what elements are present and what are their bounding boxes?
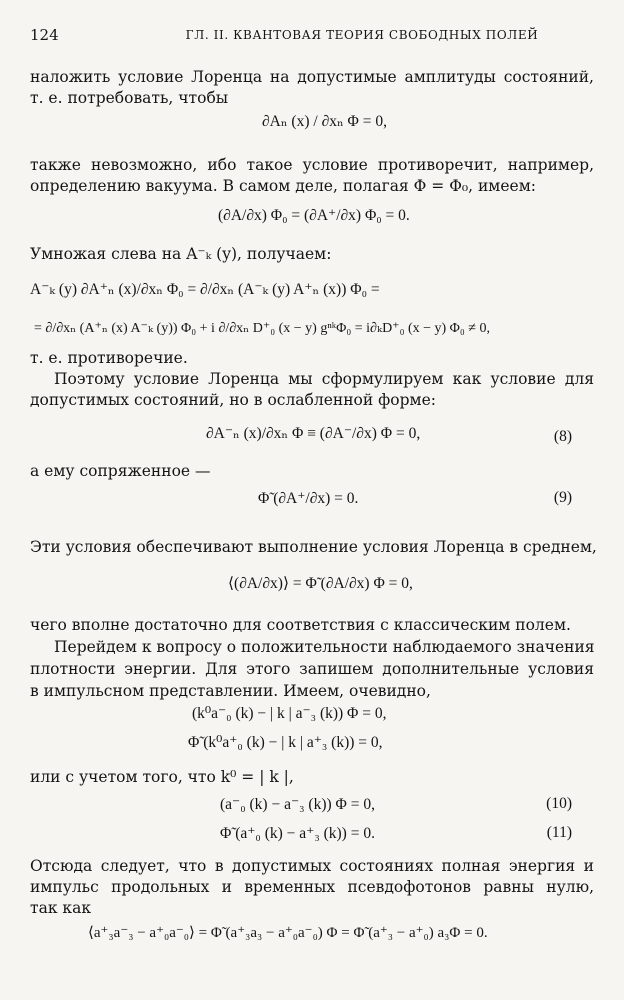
equation-vacuum: (∂A/∂x) Φ₀ = (∂A⁺/∂x) Φ₀ = 0. [218,207,410,224]
text-line: Отсюда следует, что в допустимых состояниях полная энергия и [30,857,594,875]
text-line: Перейдем к вопросу о положительности наблюдаемого значения [54,638,595,656]
text-line: в импульсном представлении. Имеем, очевидно, [30,682,431,700]
equation-9: Φ̃ (∂A⁺/∂x) = 0. [258,490,359,507]
equation-number-8: (8) [553,428,572,445]
text-line: Эти условия обеспечивают выполнение условия Лоренца в среднем, [30,538,597,556]
page-number: 124 [30,26,59,44]
text-line: или с учетом того, что k⁰ = | k |, [30,768,294,786]
text-line: допустимых состояний, но в ослабленной форме: [30,391,436,409]
equation-energy-zero: ⟨a⁺₃a⁻₃ − a⁺₀a⁻₀⟩ = Φ̃ (a⁺₃a₃ − a⁺₀a⁻₀) Φ = Φ̃ (a⁺₃ − a⁺₀) a₃Φ = 0. [88,925,488,941]
text-line: Умножая слева на A⁻ₖ (y), получаем: [30,245,332,263]
equation-8: ∂A⁻ₙ (x)/∂xₙ Φ ≡ (∂A⁻/∂x) Φ = 0, [206,425,421,442]
equation-10: (a⁻₀ (k) − a⁻₃ (k)) Φ = 0, [220,796,375,813]
text-line: т. е. противоречие. [30,349,188,367]
text-line: чего вполне достаточно для соответствия с классическим полем. [30,616,571,634]
equation-average: ⟨(∂A/∂x)⟩ = Φ̃ (∂A/∂x) Φ = 0, [228,575,413,592]
equation-momentum-2: Φ̃ (k⁰a⁺₀ (k) − | k | a⁺₃ (k)) = 0, [188,734,383,751]
text-line: также невозможно, ибо такое условие противоречит, например, [30,156,594,174]
equation-momentum-1: (k⁰a⁻₀ (k) − | k | a⁻₃ (k)) Φ = 0, [192,705,387,722]
equation-number-10: (10) [546,795,572,812]
text-line: а ему сопряженное — [30,462,211,480]
equation-lorentz: ∂Aₙ (x) / ∂xₙ Φ = 0, [262,113,387,130]
equation-11: Φ̃ (a⁺₀ (k) − a⁺₃ (k)) = 0. [220,825,375,842]
equation-number-11: (11) [546,824,572,841]
equation-product-2: = ∂/∂xₙ (A⁺ₙ (x) A⁻ₖ (y)) Φ₀ + i ∂/∂xₙ D⁺₀ (x − y) gⁿᵏΦ₀ = i∂ₖD⁺₀ (x − y) Φ₀ ≠ 0, [34,321,490,336]
text-line: плотности энергии. Для этого запишем дополнительные условия [30,660,594,678]
text-line: так как [30,899,92,917]
equation-product-1: A⁻ₖ (y) ∂A⁺ₙ (x)/∂xₙ Φ₀ = ∂/∂xₙ (A⁻ₖ (y) A⁺ₙ (x)) Φ₀ = [30,281,380,298]
text-line: импульс продольных и временных псевдофотонов равны нулю, [30,878,594,896]
equation-number-9: (9) [553,489,572,506]
page-header [30,26,594,48]
running-title: ГЛ. II. КВАНТОВАЯ ТЕОРИЯ СВОБОДНЫХ ПОЛЕЙ [185,28,539,42]
text-line: Поэтому условие Лоренца мы сформулируем как условие для [54,370,594,388]
text-line: т. е. потребовать, чтобы [30,89,229,107]
text-line: наложить условие Лоренца на допустимые амплитуды состояний, [30,68,594,86]
text-line: определению вакуума. В самом деле, полагая Φ = Φ₀, имеем: [30,177,536,195]
